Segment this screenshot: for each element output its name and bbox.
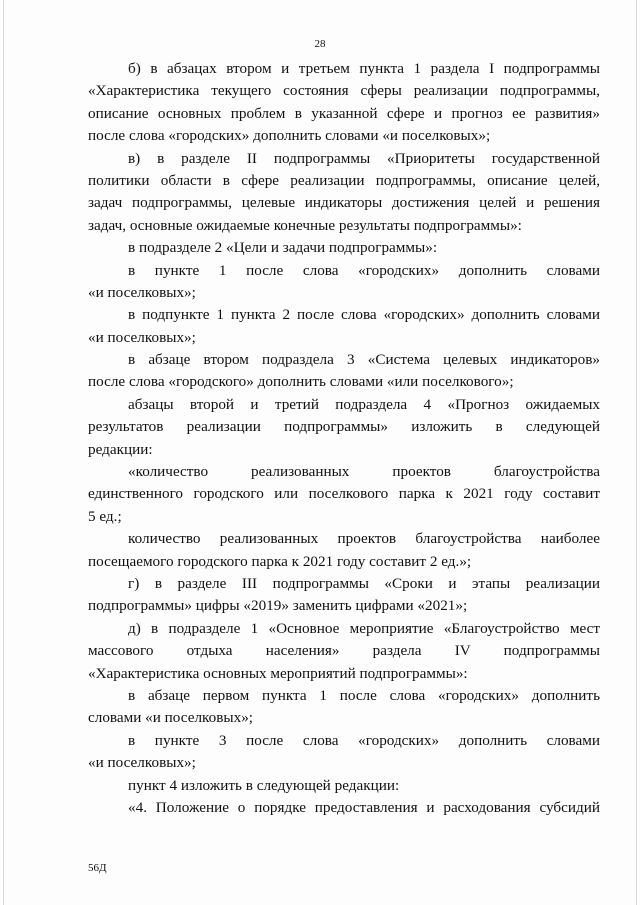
- text-line: в) в разделе II подпрограммы «Приоритеты государственной: [128, 149, 600, 167]
- text-line: в подразделе 2 «Цели и задачи подпрограммы»:: [128, 239, 438, 257]
- text-line: в подпункте 1 пункта 2 после слова «городских» дополнить словами: [128, 306, 600, 324]
- text-line: в абзаце втором подраздела 3 «Система целевых индикаторов»: [128, 351, 600, 369]
- text-line: 5 ед.;: [88, 507, 122, 525]
- text-line: «и поселковых»;: [88, 328, 196, 346]
- text-line: посещаемого городского парка к 2021 году составит 2 ед.»;: [88, 552, 472, 570]
- text-line: «Характеристика основных мероприятий подпрограммы»:: [88, 664, 468, 682]
- text-line: задач, основные ожидаемые конечные результаты подпрограммы»:: [88, 216, 522, 234]
- text-line: задач подпрограммы, целевые индикаторы достижения целей и решения: [88, 194, 600, 212]
- text-line: после слова «городских» дополнить словами «и поселковых»;: [88, 127, 491, 145]
- text-line: единственного городского или поселкового парка к 2021 году составит: [88, 485, 600, 503]
- text-line: результатов реализации подпрограммы» изложить в следующей: [88, 418, 600, 436]
- page-edge-left: [3, 0, 4, 905]
- document-body: [88, 58, 600, 819]
- text-line: «и поселковых»;: [88, 754, 196, 772]
- text-line: словами «и поселковых»;: [88, 709, 254, 727]
- footer-code: 56Д: [88, 862, 107, 874]
- text-line: после слова «городского» дополнить словами «или поселкового»;: [88, 373, 514, 391]
- text-line: г) в разделе III подпрограммы «Сроки и этапы реализации: [128, 574, 600, 592]
- text-line: в абзаце первом пункта 1 после слова «городских» дополнить: [128, 686, 600, 704]
- page-edge-right: [636, 0, 637, 905]
- text-line: «Характеристика текущего состояния сферы реализации подпрограммы,: [88, 82, 600, 100]
- text-line: количество реализованных проектов благоустройства наиболее: [128, 530, 600, 548]
- text-line: абзацы второй и третий подраздела 4 «Прогноз ожидаемых: [128, 395, 600, 413]
- text-line: «4. Положение о порядке предоставления и расходования субсидий: [128, 798, 600, 816]
- text-line: подпрограммы» цифры «2019» заменить цифрами «2021»;: [88, 597, 468, 615]
- text-line: «количество реализованных проектов благоустройства: [128, 463, 600, 481]
- text-line: редакции:: [88, 440, 153, 458]
- text-line: «и поселковых»;: [88, 283, 196, 301]
- text-line: пункт 4 изложить в следующей редакции:: [128, 776, 400, 794]
- text-line: массового отдыха населения» раздела IV подпрограммы: [88, 642, 600, 660]
- text-line: политики области в сфере реализации подпрограммы, описание целей,: [88, 171, 600, 189]
- text-line: в пункте 1 после слова «городских» дополнить словами: [128, 261, 600, 279]
- text-line: в пункте 3 после слова «городских» дополнить словами: [128, 731, 600, 749]
- text-line: описание основных проблем в указанной сфере и прогноз ее развития»: [88, 104, 600, 122]
- page-number: 28: [314, 38, 326, 50]
- text-line: б) в абзацах втором и третьем пункта 1 раздела I подпрограммы: [128, 60, 600, 77]
- text-line: д) в подразделе 1 «Основное мероприятие «Благоустройство мест: [128, 619, 600, 637]
